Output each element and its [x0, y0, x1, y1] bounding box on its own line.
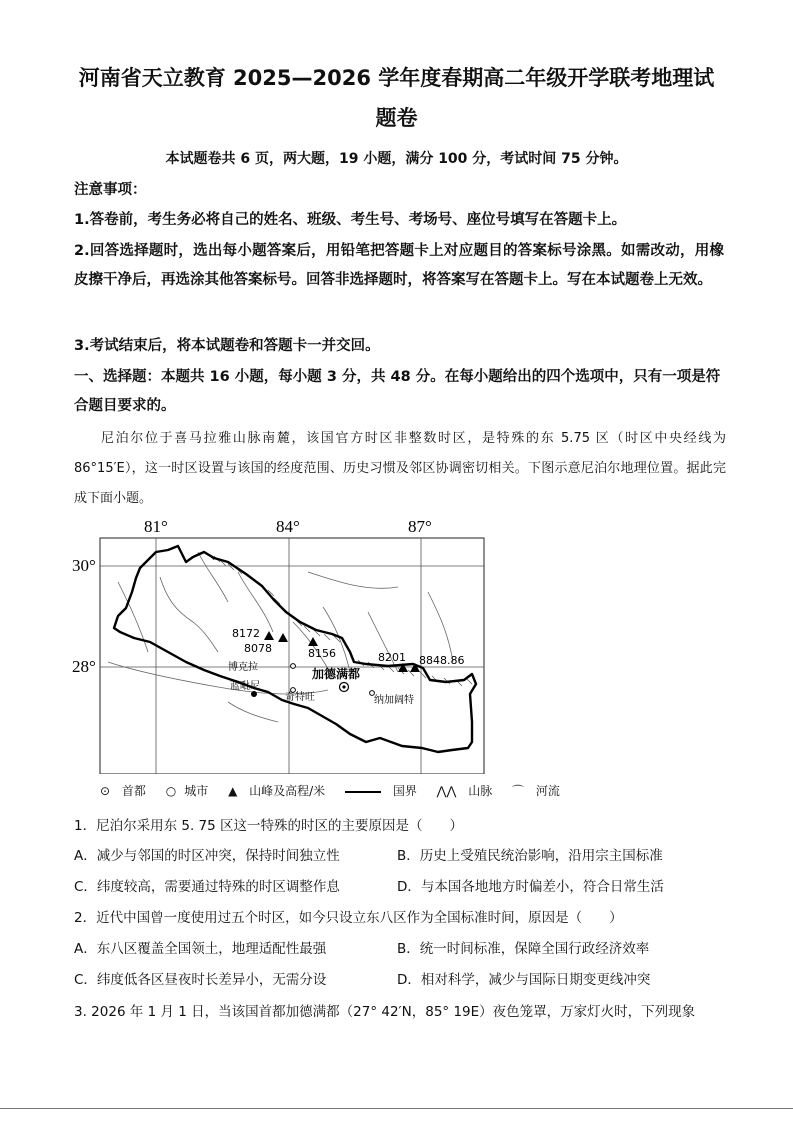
- lon-label-87: 87°: [408, 517, 432, 536]
- peak-8156: 8156: [308, 647, 336, 660]
- city-pokhara: 博克拉: [228, 662, 258, 673]
- lon-label-84: 84°: [276, 517, 300, 536]
- peak-symbol-icon: ▲: [228, 784, 238, 798]
- question-1-stem: 1．尼泊尔采用东 5. 75 区这一特殊的时区的主要原因是（ ）: [74, 818, 464, 834]
- note-item-1: 1.答卷前，考生务必将自己的姓名、班级、考生号、考场号、座位号填写在答题卡上。: [74, 212, 627, 228]
- nepal-map: [68, 512, 493, 774]
- title-line-1: 河南省天立教育 2025—2026 学年度春期高二年级开学联考地理试: [78, 66, 715, 90]
- question-1-option-a[interactable]: A．减少与邻国的时区冲突，保持时间独立性: [74, 848, 340, 864]
- river-symbol-icon: ⌒: [512, 784, 525, 798]
- peak-8201: 8201: [378, 651, 406, 664]
- title-line-2: 题卷: [375, 106, 418, 130]
- note-item-2: 2.回答选择题时，选出每小题答案后，用铅笔把答题卡上对应题目的答案标号涂黑。如需改动，用橡皮擦干净后，再选涂其他答案标号。回答非选择题时，将答案写在答题卡上。写在本试题卷上无效。: [74, 243, 724, 288]
- lat-label-30: 30°: [72, 556, 96, 575]
- page-bottom-rule: [0, 1108, 793, 1109]
- question-2-stem: 2．近代中国曾一度使用过五个时区，如今只设立东八区作为全国标准时间，原因是（ ）: [74, 910, 623, 926]
- question-3-stem: 3. 2026 年 1 月 1 日，当该国首都加德满都（27° 42′N，85° 19E）夜色笼罩，万家灯火时，下列现象: [74, 1004, 696, 1020]
- legend-city: ○ 城市: [165, 784, 209, 798]
- peak-8172: 8172: [232, 627, 260, 640]
- question-1-option-b[interactable]: B．历史上受殖民统治影响，沿用宗主国标准: [397, 848, 663, 864]
- city-lumbini: 蓝毗尼: [230, 681, 260, 692]
- legend-mountain: ⋀⋀ 山脉: [436, 784, 493, 798]
- mountain-symbol-icon: ⋀⋀: [436, 784, 457, 798]
- city-pokhara-marker: [291, 664, 296, 669]
- map-legend: [100, 782, 576, 799]
- city-symbol-icon: ○: [165, 784, 177, 798]
- question-2-option-b[interactable]: B．统一时间标准，保障全国行政经济效率: [397, 941, 650, 957]
- legend-river: ⌒ 河流: [512, 784, 560, 798]
- question-2-option-c[interactable]: C．纬度低各区昼夜时长差异小，无需分设: [74, 972, 327, 988]
- capital-label: 加德满都: [312, 667, 361, 681]
- question-2-option-a[interactable]: A．东八区覆盖全国领土，地理适配性最强: [74, 941, 327, 957]
- city-chitwan: 奇特旺: [285, 692, 315, 703]
- lon-label-81: 81°: [144, 517, 168, 536]
- section-heading: 一、选择题：本题共 16 小题，每小题 3 分，共 48 分。在每小题给出的四个选项中，只有一项是符合题目要求的。: [74, 369, 721, 414]
- question-1-option-d[interactable]: D．与本国各地地方时偏差小，符合日常生活: [397, 879, 664, 895]
- legend-border: 国界: [345, 784, 425, 798]
- capital-symbol-icon: ⊙: [100, 784, 111, 798]
- peak-8078: 8078: [244, 642, 272, 655]
- legend-peak: ▲ 山峰及高程/米: [228, 784, 326, 798]
- exam-info: 本试题卷共 6 页，两大题，19 小题，满分 100 分，考试时间 75 分钟。: [165, 151, 628, 167]
- city-nagarkot: 纳加阔特: [374, 695, 414, 706]
- peak-8848: 8848.86: [419, 654, 465, 667]
- legend-capital: ⊙ 首都: [100, 784, 146, 798]
- note-item-3: 3.考试结束后，将本试题卷和答题卡一并交回。: [74, 338, 380, 354]
- question-1-option-c[interactable]: C．纬度较高，需要通过特殊的时区调整作息: [74, 879, 340, 895]
- notes-heading: 注意事项：: [74, 182, 147, 198]
- page-title: [40, 58, 753, 138]
- intro-paragraph: 尼泊尔位于喜马拉雅山脉南麓，该国官方时区非整数时区，是特殊的东 5.75 区（时区中央经线为 86°15′E），这一时区设置与该国的经度范围、历史习惯及邻区协调密切相关。下图示意尼泊尔地理位置。据此完成下面小题。: [74, 431, 726, 506]
- question-2-option-d[interactable]: D．相对科学，减少与国际日期变更线冲突: [397, 972, 651, 988]
- lat-label-28: 28°: [72, 657, 96, 676]
- border-symbol-icon: [345, 791, 381, 793]
- national-border: [114, 546, 476, 752]
